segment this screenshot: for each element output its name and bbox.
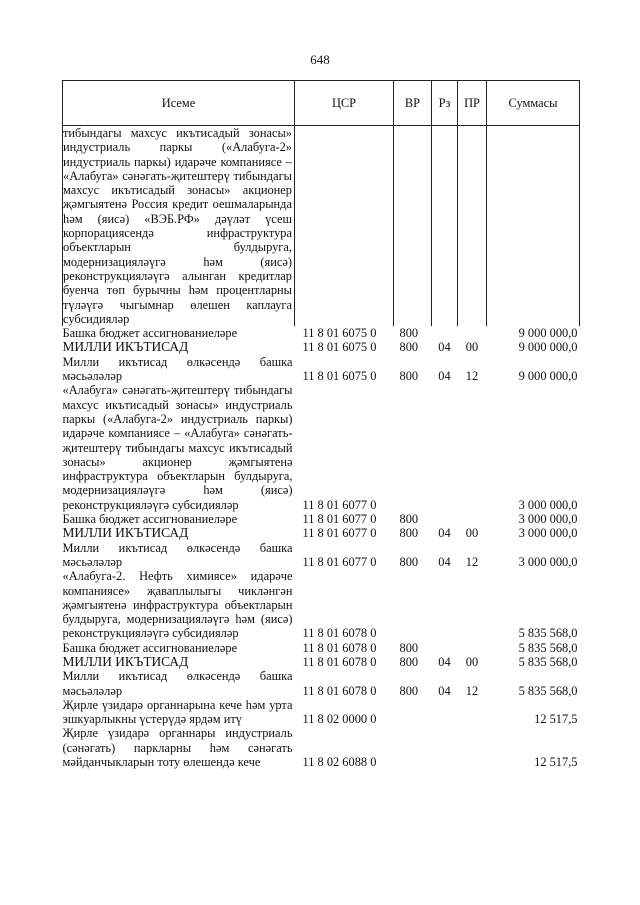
row-pr: 00 xyxy=(465,340,479,355)
row-name: МИЛЛИ ИКЪТИСАД xyxy=(62,525,189,541)
row-sum: 12 517,5 xyxy=(534,755,578,770)
row-name: Милли икътисад өлкәсендә башка мәсьәләләр xyxy=(62,540,293,569)
table-row xyxy=(63,512,580,526)
header-sum: Суммасы xyxy=(487,81,580,126)
row-vr xyxy=(394,698,432,727)
row-rz xyxy=(432,383,458,512)
header-csr: ЦСР xyxy=(295,81,394,126)
row-name: МИЛЛИ ИКЪТИСАД xyxy=(62,653,189,669)
row-name: Башка бюджет ассигнованиеләре xyxy=(62,512,238,527)
row-pr xyxy=(458,383,487,512)
table-row xyxy=(63,669,580,698)
row-rz: 04 xyxy=(438,683,451,698)
table-row xyxy=(63,383,580,512)
row-sum: 12 517,5 xyxy=(534,712,578,727)
row-sum: 9 000 000,0 xyxy=(518,369,578,384)
row-sum: 3 000 000,0 xyxy=(518,497,578,512)
row-csr: 11 8 01 6078 0 xyxy=(302,683,377,698)
row-pr xyxy=(458,698,487,727)
row-vr xyxy=(394,383,432,512)
header-name: Исеме xyxy=(63,81,295,126)
row-pr: 00 xyxy=(465,526,479,541)
header-pr: ПР xyxy=(458,81,487,126)
row-name: Милли икътисад өлкәсендә башка мәсьәләләр xyxy=(62,354,293,384)
header-rz: Рз xyxy=(432,81,458,126)
row-rz xyxy=(432,512,458,526)
row-pr xyxy=(458,569,487,640)
row-sum: 3 000 000,0 xyxy=(518,512,578,527)
row-pr: 12 xyxy=(465,369,479,384)
row-vr: 800 xyxy=(399,640,419,655)
row-pr xyxy=(458,512,487,526)
row-csr: 11 8 01 6075 0 xyxy=(302,369,377,384)
row-rz: 04 xyxy=(438,554,451,569)
table-row xyxy=(63,355,580,384)
row-csr xyxy=(295,126,394,327)
row-csr: 11 8 01 6077 0 xyxy=(302,554,377,569)
row-vr xyxy=(394,726,432,769)
row-vr: 800 xyxy=(399,526,419,541)
table-header-row xyxy=(63,81,580,126)
table-row xyxy=(63,541,580,570)
row-sum: 3 000 000,0 xyxy=(518,554,578,569)
row-rz xyxy=(432,569,458,640)
header-vr: ВР xyxy=(394,81,432,126)
row-rz xyxy=(432,641,458,655)
row-pr: 12 xyxy=(465,683,479,698)
row-name: «Алабуга-2. Нефть химиясе» идарәче компаниясе» җаваплылыгы чикләнгән җәмгыятенә инфраструктура объектларын булдыруга, модернизацияләүгә һәм (яисә) реконструкцияләүгә субсидияләр xyxy=(62,569,293,641)
row-csr: 11 8 01 6075 0 xyxy=(302,326,377,341)
row-name: тибындагы махсус икътисадый зонасы» индустриаль паркы («Алабуга-2» индустриаль паркы) идарәче компаниясе – «Алабуга» сәнәгать-җитештерү тибындагы махсус икътисадый зонасы» акционер җәмгыятенә Россия кредит оешмаларында һәм (яисә) «ВЭБ.РФ» дәүләт үсеш корпорациясендә инфраструктура объектларын булдыруга, модернизацияләүгә һәм (яисә) реконструкцияләүгә алынган кредитлар буенча төп бурычны һәм процентларны түләүгә чыгымнар өлешен каплауга субсидияләр xyxy=(63,126,295,327)
row-pr xyxy=(458,726,487,769)
row-name: МИЛЛИ ИКЪТИСАД xyxy=(62,339,189,355)
row-csr: 11 8 01 6077 0 xyxy=(302,512,377,527)
row-csr: 11 8 01 6078 0 xyxy=(302,640,377,655)
row-pr: 12 xyxy=(465,554,479,569)
table-row xyxy=(63,526,580,540)
row-csr: 11 8 01 6077 0 xyxy=(302,497,377,512)
row-vr xyxy=(394,126,432,327)
row-rz xyxy=(432,326,458,340)
row-name: Башка бюджет ассигнованиеләре xyxy=(62,326,238,341)
row-rz xyxy=(432,126,458,327)
row-vr xyxy=(394,569,432,640)
row-pr xyxy=(458,641,487,655)
row-pr xyxy=(458,326,487,340)
table-row xyxy=(63,726,580,769)
row-rz: 04 xyxy=(438,526,451,541)
row-csr: 11 8 01 6077 0 xyxy=(302,526,377,541)
row-sum xyxy=(487,126,580,327)
row-vr: 800 xyxy=(399,654,419,669)
row-csr: 11 8 01 6078 0 xyxy=(302,654,377,669)
row-rz xyxy=(432,698,458,727)
row-csr: 11 8 02 6088 0 xyxy=(302,755,377,770)
row-vr: 800 xyxy=(399,369,419,384)
row-rz: 04 xyxy=(438,369,451,384)
row-name: Башка бюджет ассигнованиеләре xyxy=(62,640,238,655)
row-name: Милли икътисад өлкәсендә башка мәсьәләләр xyxy=(62,669,293,698)
row-vr: 800 xyxy=(399,326,419,341)
row-vr: 800 xyxy=(399,340,419,355)
budget-table xyxy=(62,80,580,769)
page-number: 648 xyxy=(310,52,330,67)
row-rz: 04 xyxy=(438,654,451,669)
row-rz: 04 xyxy=(438,340,451,355)
row-sum: 3 000 000,0 xyxy=(518,526,578,541)
table-body xyxy=(63,126,580,770)
row-name: Җирле үзидарә органнары индустриаль (сәнәгать) паркларны һәм сәнәгать мәйданчыкларын тоту өлешендә кече xyxy=(62,726,293,770)
row-pr xyxy=(458,126,487,327)
row-pr: 00 xyxy=(465,654,479,669)
row-sum: 9 000 000,0 xyxy=(518,340,578,355)
row-rz xyxy=(432,726,458,769)
table-row xyxy=(63,126,580,327)
row-csr: 11 8 01 6078 0 xyxy=(302,626,377,641)
table-row xyxy=(63,698,580,727)
row-sum: 5 835 568,0 xyxy=(518,654,578,669)
table-row xyxy=(63,641,580,655)
row-csr: 11 8 01 6075 0 xyxy=(302,340,377,355)
row-name: Җирле үзидарә органнарына кече һәм урта эшкуарлыкны үстерүдә ярдәм итү xyxy=(62,697,293,727)
row-sum: 5 835 568,0 xyxy=(518,626,578,641)
table-row xyxy=(63,340,580,354)
row-vr: 800 xyxy=(399,683,419,698)
row-vr: 800 xyxy=(399,512,419,527)
row-sum: 5 835 568,0 xyxy=(518,683,578,698)
table-row xyxy=(63,326,580,340)
row-sum: 9 000 000,0 xyxy=(518,326,578,341)
table-row xyxy=(63,655,580,669)
row-csr: 11 8 02 0000 0 xyxy=(302,712,377,727)
table-row xyxy=(63,569,580,640)
row-sum: 5 835 568,0 xyxy=(518,640,578,655)
row-vr: 800 xyxy=(399,554,419,569)
row-name: «Алабуга» сәнәгать-җитештерү тибындагы махсус икътисадый зонасы» индустриаль паркы («Алабуга-2» индустриаль паркы) идарәче компаниясе – «Алабуга» сәнәгать-җитештерү тибындагы махсус икътисадый зонасы» акционер җәмгыятенә инфраструктура объектларын булдыруга, модернизацияләүгә һәм (яисә) реконструкцияләүгә субсидияләр xyxy=(62,383,293,512)
